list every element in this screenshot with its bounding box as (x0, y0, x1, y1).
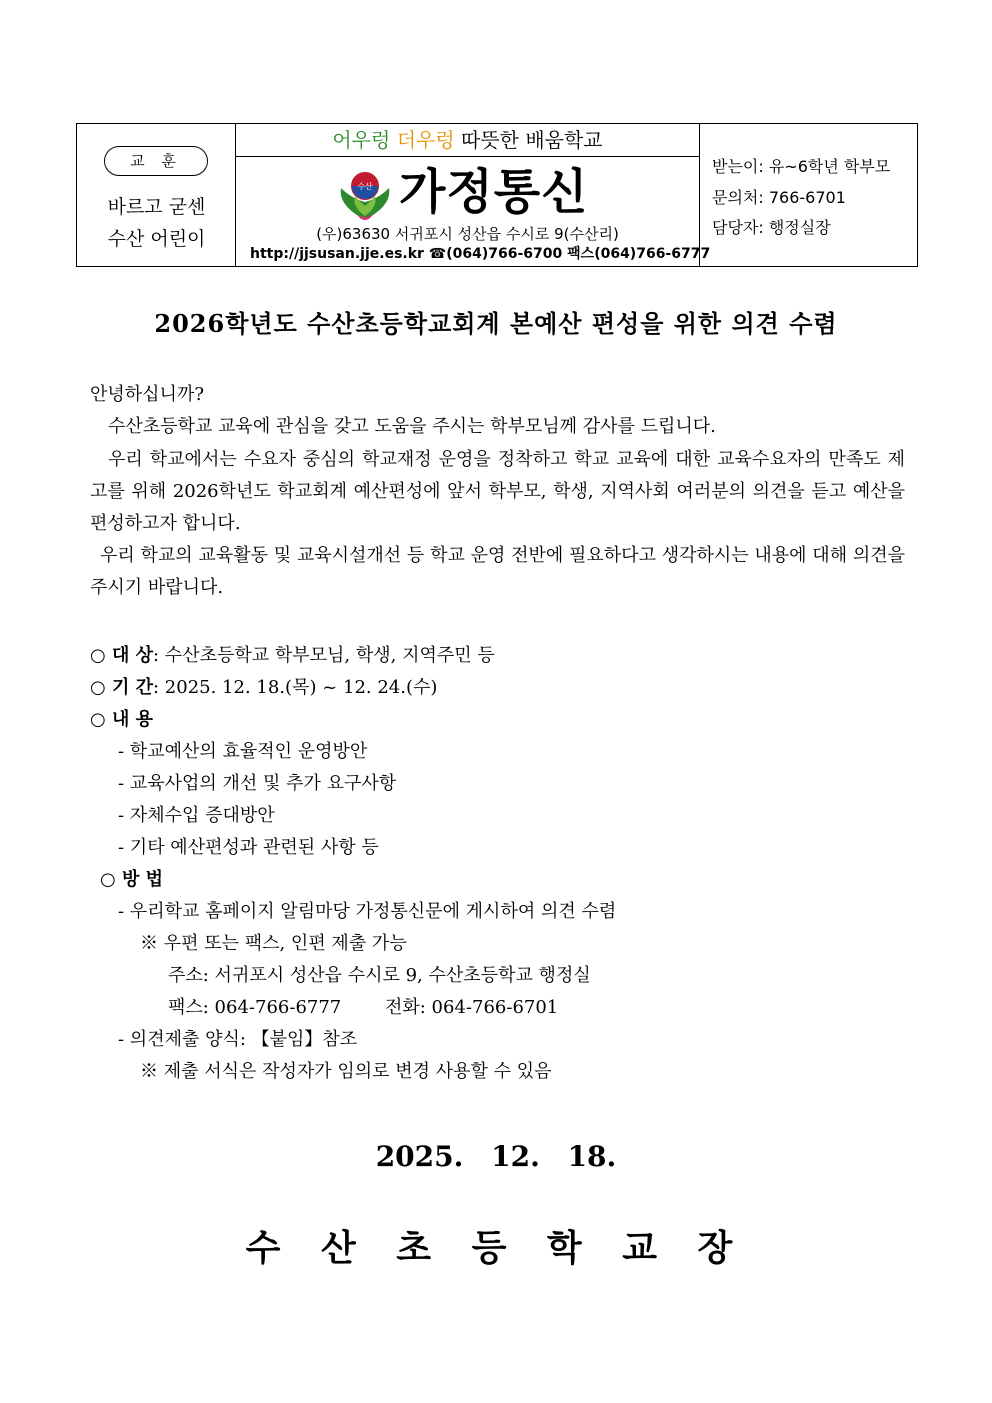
slogan-part-3: 따뜻한 배움학교 (461, 128, 603, 152)
slogan-part-2: 더우렁 (396, 128, 455, 152)
motto-line-2: 수산 어린이 (107, 228, 206, 250)
method-note-form: ※ 제출 서식은 작성자가 임의로 변경 사용할 수 있음 (140, 1061, 552, 1082)
method-note-submission: ※ 우편 또는 팩스, 인편 제출 가능 (140, 933, 407, 954)
school-slogan (236, 124, 699, 157)
paragraph-thanks: 수산초등학교 교육에 관심을 갖고 도움을 주시는 학부모님께 감사를 드립니다. (108, 416, 716, 437)
method-phone: 전화: 064-766-6701 (385, 997, 559, 1018)
issue-date: 2025. 12. 18. (375, 1140, 617, 1173)
logo-text: 수산 (357, 182, 373, 191)
period-row (90, 673, 437, 699)
recipient-panel (699, 124, 917, 266)
school-contact-line: http://jjsusan.jje.es.kr ☎(064)766-6700 팩스(064)766-6777 (250, 246, 711, 262)
newsletter-header (76, 123, 918, 267)
greeting: 안녕하십니까? (90, 384, 204, 405)
method-item-form: - 의견제출 양식: 【붙임】참조 (118, 1029, 358, 1050)
newsletter-title: 가정통신 (399, 164, 589, 220)
content-item: - 교육사업의 개선 및 추가 요구사항 (118, 773, 397, 794)
document-title: 2026학년도 수산초등학교회계 본예산 편성을 위한 의견 수렴 (154, 309, 838, 338)
recipient-text: 받는이: 유~6학년 학부모 (712, 157, 891, 176)
content-label: ○ 내 용 (90, 709, 154, 730)
method-address: 주소: 서귀포시 성산읍 수시로 9, 수산초등학교 행정실 (168, 965, 591, 986)
slogan-part-1: 어우렁 (332, 128, 391, 152)
target-row (90, 641, 495, 667)
school-address: (우)63630 서귀포시 성산읍 수시로 9(수산리) (316, 225, 619, 243)
manager-text: 담당자: 행정실장 (712, 218, 831, 237)
period-label: ○ 기 간 (90, 677, 154, 698)
principal-signature: 수 산 초 등 학 교 장 (245, 1227, 747, 1269)
method-fax: 팩스: 064-766-6777 (168, 997, 342, 1018)
content-item: - 기타 예산편성과 관련된 사항 등 (118, 837, 379, 858)
paragraph-request: 우리 학교의 교육활동 및 교육시설개선 등 학교 운영 전반에 필요하다고 생각하시는 내용에 대해 의견을 주시기 바랍니다. (90, 545, 905, 598)
paragraph-purpose: 우리 학교에서는 수요자 중심의 학교재정 운영을 정착하고 학교 교육에 대한 교육수요자의 만족도 제고를 위해 2026학년도 학교회계 예산편성에 앞서 학부모, 학생, 지역사회 여러분의 의견을 듣고 예산을 편성하고자 합니다. (90, 449, 905, 534)
motto-label: 교 훈 (104, 146, 208, 176)
inquiry-text: 문의처: 766-6701 (712, 188, 846, 207)
school-motto-panel (77, 124, 236, 266)
content-item: - 자체수입 증대방안 (118, 805, 275, 826)
target-value: : 수산초등학교 학부모님, 학생, 지역주민 등 (153, 645, 495, 666)
content-item: - 학교예산의 효율적인 운영방안 (118, 741, 368, 762)
method-item-homepage: - 우리학교 홈페이지 알림마당 가정통신문에 게시하여 의견 수렴 (118, 901, 617, 922)
motto-line-1: 바르고 굳센 (107, 196, 206, 218)
target-label: ○ 대 상 (90, 645, 154, 666)
method-label: ○ 방 법 (100, 869, 164, 890)
school-logo-icon (335, 166, 395, 224)
period-value: : 2025. 12. 18.(목) ~ 12. 24.(수) (153, 677, 438, 698)
